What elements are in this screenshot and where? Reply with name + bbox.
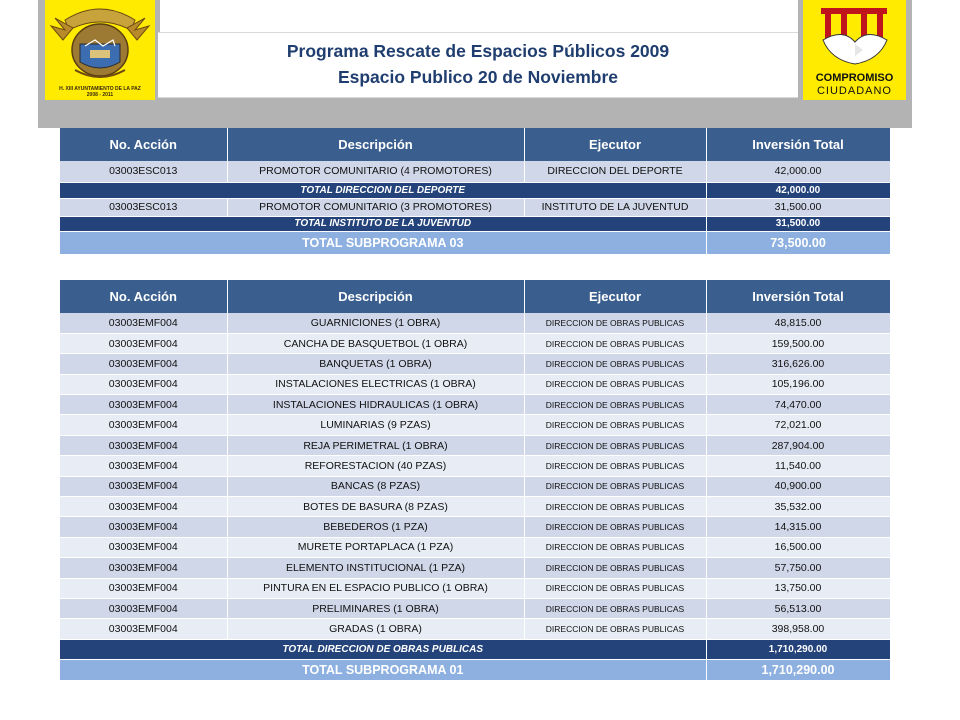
table-row <box>60 198 890 216</box>
cell-desc: BOTES DE BASURA (8 PZAS) <box>227 497 524 517</box>
col-header-no: No. Acción <box>60 128 227 161</box>
cell-no: 03003EMF004 <box>60 333 227 353</box>
cell-exec: DIRECCION DE OBRAS PUBLICAS <box>524 537 706 557</box>
cell-desc: MURETE PORTAPLACA (1 PZA) <box>227 537 524 557</box>
table-header-row <box>60 128 890 161</box>
table-row <box>60 161 890 182</box>
table-row <box>60 598 890 618</box>
coat-of-arms-icon <box>45 0 155 100</box>
cell-exec: DIRECCION DE OBRAS PUBLICAS <box>524 415 706 435</box>
page-subtitle: Espacio Publico 20 de Noviembre <box>337 67 619 87</box>
cell-no: 03003EMF004 <box>60 374 227 394</box>
cell-no: 03003EMF004 <box>60 619 227 639</box>
cell-amount: 13,750.00 <box>706 578 890 598</box>
cell-desc: GRADAS (1 OBRA) <box>227 619 524 639</box>
col-header-no: No. Acción <box>60 280 227 313</box>
total-row <box>60 231 890 254</box>
left-logo <box>45 0 155 100</box>
table-header-row <box>60 280 890 313</box>
cell-exec: DIRECCION DE OBRAS PUBLICAS <box>524 456 706 476</box>
total-row <box>60 659 890 680</box>
cell-no: 03003EMF004 <box>60 497 227 517</box>
table-row <box>60 374 890 394</box>
subtotal-amount: 31,500.00 <box>706 216 890 231</box>
table-subprograma-01 <box>60 280 891 681</box>
cell-exec: DIRECCION DE OBRAS PUBLICAS <box>524 354 706 374</box>
subtotal-label: TOTAL DIRECCION DE OBRAS PUBLICAS <box>60 639 706 659</box>
table-row <box>60 476 890 496</box>
subtotal-amount: 42,000.00 <box>706 182 890 198</box>
page-title: Programa Rescate de Espacios Públicos 2009 <box>286 41 670 61</box>
total-label: TOTAL SUBPROGRAMA 01 <box>60 659 706 680</box>
cell-no: 03003EMF004 <box>60 415 227 435</box>
col-header-desc: Descripción <box>227 280 524 313</box>
cell-desc: BEBEDEROS (1 PZA) <box>227 517 524 537</box>
cell-desc: LUMINARIAS (9 PZAS) <box>227 415 524 435</box>
cell-exec: DIRECCION DE OBRAS PUBLICAS <box>524 476 706 496</box>
cell-desc: REJA PERIMETRAL (1 OBRA) <box>227 435 524 455</box>
subtotal-row <box>60 639 890 659</box>
cell-exec: DIRECCION DE OBRAS PUBLICAS <box>524 497 706 517</box>
cell-desc: BANCAS (8 PZAS) <box>227 476 524 496</box>
col-header-exec: Ejecutor <box>524 280 706 313</box>
cell-exec: INSTITUTO DE LA JUVENTUD <box>524 198 706 216</box>
subtotal-label: TOTAL DIRECCION DEL DEPORTE <box>60 182 706 198</box>
cell-exec: DIRECCION DEL DEPORTE <box>524 161 706 182</box>
cell-desc: PROMOTOR COMUNITARIO (4 PROMOTORES) <box>227 161 524 182</box>
cell-desc: PINTURA EN EL ESPACIO PUBLICO (1 OBRA) <box>227 578 524 598</box>
cell-no: 03003ESC013 <box>60 198 227 216</box>
table-subprograma-03 <box>60 128 891 255</box>
col-header-amount: Inversión Total <box>706 128 890 161</box>
subtotal-amount: 1,710,290.00 <box>706 639 890 659</box>
cell-exec: DIRECCION DE OBRAS PUBLICAS <box>524 619 706 639</box>
right-logo-line2: CIUDADANO <box>816 85 892 97</box>
cell-amount: 72,021.00 <box>706 415 890 435</box>
cell-amount: 105,196.00 <box>706 374 890 394</box>
cell-exec: DIRECCION DE OBRAS PUBLICAS <box>524 598 706 618</box>
cell-desc: CANCHA DE BASQUETBOL (1 OBRA) <box>227 333 524 353</box>
title-banner <box>158 32 798 98</box>
total-label: TOTAL SUBPROGRAMA 03 <box>60 231 706 254</box>
table-row <box>60 578 890 598</box>
cell-desc: REFORESTACION (40 PZAS) <box>227 456 524 476</box>
cell-exec: DIRECCION DE OBRAS PUBLICAS <box>524 374 706 394</box>
cell-amount: 42,000.00 <box>706 161 890 182</box>
cell-amount: 14,315.00 <box>706 517 890 537</box>
total-amount: 73,500.00 <box>706 231 890 254</box>
cell-no: 03003EMF004 <box>60 456 227 476</box>
cell-desc: INSTALACIONES HIDRAULICAS (1 OBRA) <box>227 395 524 415</box>
cell-amount: 74,470.00 <box>706 395 890 415</box>
cell-amount: 316,626.00 <box>706 354 890 374</box>
table-row <box>60 435 890 455</box>
col-header-exec: Ejecutor <box>524 128 706 161</box>
table-row <box>60 415 890 435</box>
col-header-amount: Inversión Total <box>706 280 890 313</box>
cell-amount: 31,500.00 <box>706 198 890 216</box>
cell-amount: 57,750.00 <box>706 558 890 578</box>
cell-no: 03003EMF004 <box>60 395 227 415</box>
table-row <box>60 497 890 517</box>
cell-no: 03003EMF004 <box>60 537 227 557</box>
right-logo-line1: COMPROMISO <box>815 72 894 84</box>
cell-no: 03003EMF004 <box>60 598 227 618</box>
cell-no: 03003EMF004 <box>60 558 227 578</box>
cell-amount: 287,904.00 <box>706 435 890 455</box>
cell-desc: INSTALACIONES ELECTRICAS (1 OBRA) <box>227 374 524 394</box>
cell-desc: BANQUETAS (1 OBRA) <box>227 354 524 374</box>
col-header-desc: Descripción <box>227 128 524 161</box>
cell-amount: 16,500.00 <box>706 537 890 557</box>
cell-amount: 11,540.00 <box>706 456 890 476</box>
cell-exec: DIRECCION DE OBRAS PUBLICAS <box>524 333 706 353</box>
table-row <box>60 537 890 557</box>
cell-desc: PROMOTOR COMUNITARIO (3 PROMOTORES) <box>227 198 524 216</box>
cell-exec: DIRECCION DE OBRAS PUBLICAS <box>524 313 706 333</box>
table-row <box>60 354 890 374</box>
subtotal-row <box>60 216 890 231</box>
cell-exec: DIRECCION DE OBRAS PUBLICAS <box>524 558 706 578</box>
table-row <box>60 313 890 333</box>
cell-no: 03003EMF004 <box>60 476 227 496</box>
cell-no: 03003ESC013 <box>60 161 227 182</box>
cell-no: 03003EMF004 <box>60 435 227 455</box>
table-row <box>60 395 890 415</box>
cell-amount: 35,532.00 <box>706 497 890 517</box>
cell-amount: 159,500.00 <box>706 333 890 353</box>
cell-desc: GUARNICIONES (1 OBRA) <box>227 313 524 333</box>
left-logo-years: 2008 - 2011 <box>86 92 114 98</box>
cell-no: 03003EMF004 <box>60 313 227 333</box>
cell-exec: DIRECCION DE OBRAS PUBLICAS <box>524 517 706 537</box>
cell-exec: DIRECCION DE OBRAS PUBLICAS <box>524 395 706 415</box>
cell-amount: 40,900.00 <box>706 476 890 496</box>
subtotal-row <box>60 182 890 198</box>
cell-desc: ELEMENTO INSTITUCIONAL (1 PZA) <box>227 558 524 578</box>
subtotal-label: TOTAL INSTITUTO DE LA JUVENTUD <box>60 216 706 231</box>
cell-exec: DIRECCION DE OBRAS PUBLICAS <box>524 435 706 455</box>
cell-no: 03003EMF004 <box>60 517 227 537</box>
cell-desc: PRELIMINARES (1 OBRA) <box>227 598 524 618</box>
table-row <box>60 333 890 353</box>
cell-no: 03003EMF004 <box>60 354 227 374</box>
header-band <box>160 98 798 128</box>
left-logo-caption: H. XIII AYUNTAMIENTO DE LA PAZ <box>59 86 141 92</box>
cell-amount: 398,958.00 <box>706 619 890 639</box>
cell-exec: DIRECCION DE OBRAS PUBLICAS <box>524 578 706 598</box>
cell-amount: 48,815.00 <box>706 313 890 333</box>
total-amount: 1,710,290.00 <box>706 659 890 680</box>
cell-amount: 56,513.00 <box>706 598 890 618</box>
table-row <box>60 619 890 639</box>
cell-no: 03003EMF004 <box>60 578 227 598</box>
table-row <box>60 558 890 578</box>
table-row <box>60 517 890 537</box>
table-row <box>60 456 890 476</box>
